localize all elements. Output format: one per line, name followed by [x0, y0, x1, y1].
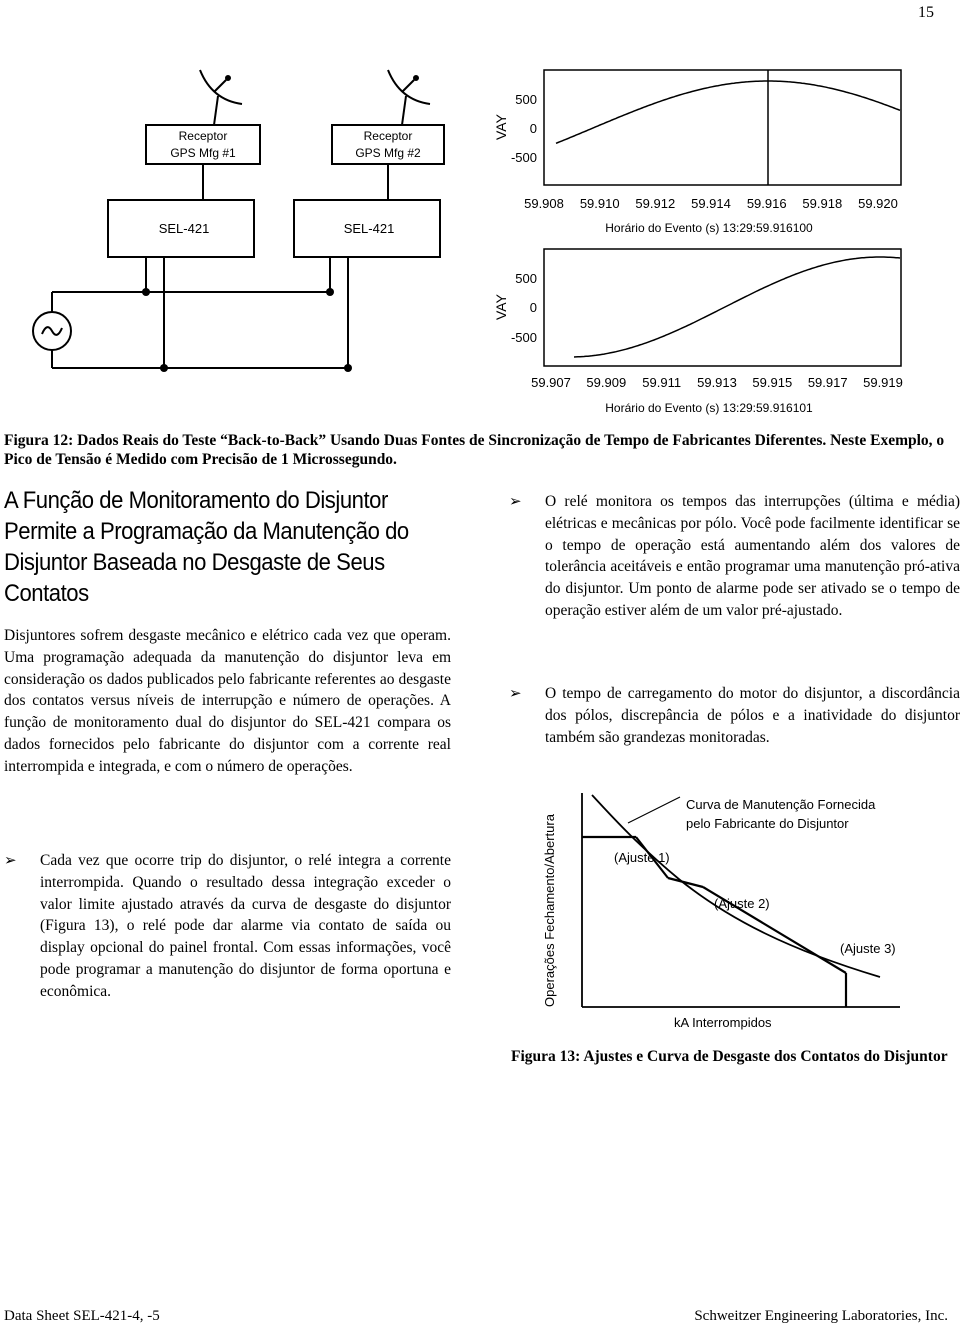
plot-top-xtick: 59.912: [635, 196, 676, 211]
plot-top-xticks: [524, 196, 898, 211]
body-paragraph: Disjuntores sofrem desgaste mecânico e elétrico cada vez que operam. Uma programação adequada da manutenção do disjuntor leva em consideração os dados publicados pelo fabricante referentes ao desgaste dos contatos versus níveis de interrupção e número de operações. A função de monitoramento dual do disjuntor do SEL-421 compara os dados fornecidos pelo fabricante do disjuntor com a corrente real interrompida e integrada, e com o número de operações.: [4, 627, 451, 775]
wiring: [33, 257, 348, 368]
figure-13-caption: Figura 13: Ajustes e Curva de Desgaste dos Contatos do Disjuntor: [511, 1048, 948, 1065]
plot-top-ytick: 0: [529, 121, 537, 136]
plot-bottom-ytick: 0: [529, 300, 537, 315]
plot-top-xlabel: Horário do Evento (s) 13:29:59.916100: [605, 221, 813, 235]
plot-bottom-xtick: 59.915: [752, 375, 793, 390]
plot-bottom-xlabel: Horário do Evento (s) 13:29:59.916101: [605, 401, 813, 415]
figure-13: [520, 785, 940, 1040]
receiver-label-2: [355, 129, 421, 160]
plot-bottom-xtick: 59.907: [531, 375, 571, 390]
bullet-arrow-icon: ➢: [4, 851, 17, 869]
plot-bottom-ytick: -500: [510, 330, 537, 345]
receiver-label-1: [170, 129, 236, 160]
plot-top: [493, 70, 901, 235]
gps-antenna-icon: [388, 70, 430, 125]
plot-bottom-xtick: 59.913: [697, 375, 737, 390]
receiver-1-line-1: Receptor: [178, 129, 228, 143]
figure-13-ylabel: Operações Fechamento/Abertura: [542, 814, 557, 1007]
plot-top-ytick: 500: [515, 92, 537, 107]
plot-top-xtick: 59.910: [579, 196, 620, 211]
plot-bottom-ylabel: VAY: [493, 294, 509, 320]
receiver-2-line-1: Receptor: [363, 129, 413, 143]
footer-left: Data Sheet SEL-421-4, -5: [4, 1308, 160, 1324]
plot-bottom-xtick: 59.911: [642, 375, 682, 390]
plot-top-xtick: 59.918: [802, 196, 843, 211]
bullet-item: [4, 850, 451, 1003]
receiver-1-line-2: GPS Mfg #1: [170, 146, 236, 160]
curve-label-line-1: Curva de Manutenção Fornecida: [686, 797, 876, 812]
figure-12-caption: Figura 12: Dados Reais do Teste “Back-to-Back” Usando Duas Fontes de Sincronização de Tempo de Fabricantes Diferentes. Neste Exemplo, o Pico de Tensão é Medido com Precisão de 1 Microssegundo.: [4, 432, 945, 468]
relay-label-1: SEL-421: [158, 221, 210, 236]
bullet-item: [509, 683, 960, 748]
footer-right: Schweitzer Engineering Laboratories, Inc.: [694, 1308, 948, 1324]
gps-antenna-icon: [200, 70, 242, 125]
bullet-item: [509, 491, 960, 622]
relay-label-2: SEL-421: [343, 221, 395, 236]
plot-top-ylabel: VAY: [493, 114, 509, 140]
setting-label-2: (Ajuste 2): [714, 896, 770, 911]
curve-label: [686, 797, 876, 831]
plot-bottom-ytick: 500: [515, 271, 537, 286]
bullet-arrow-icon: ➢: [509, 492, 522, 510]
bullet-text: O tempo de carregamento do motor do disjuntor, a discordância dos pólos, discrepância de pólos e a inatividade do disjuntor também são grandezas monitoradas.: [545, 685, 960, 746]
plot-bottom: [493, 249, 903, 415]
bullet-arrow-icon: ➢: [509, 684, 522, 702]
setting-label-3: (Ajuste 3): [840, 941, 896, 956]
plot-bottom-xtick: 59.917: [807, 375, 848, 390]
page-number: 15: [918, 4, 934, 21]
plot-bottom-xtick: 59.919: [863, 375, 903, 390]
setting-label-1: (Ajuste 1): [614, 850, 670, 865]
figure-13-xlabel: kA Interrompidos: [674, 1015, 772, 1030]
plot-top-ytick: -500: [510, 150, 537, 165]
plot-top-xtick: 59.920: [858, 196, 898, 211]
plot-top-xtick: 59.908: [524, 196, 564, 211]
plot-top-xtick: 59.914: [691, 196, 731, 211]
plot-bottom-waveform: [574, 257, 900, 357]
plot-top-waveform: [556, 81, 900, 143]
bullet-text: O relé monitora os tempos das interrupções (última e média) elétricas e mecânicas por pólo. Você pode facilmente identificar se o tempo de operação está aumentando além dos valores de tolerância aceitáveis e então programar uma manutenção pró-ativa do disjuntor. Um ponto de alarme pode ser ativado se o tempo de operação estiver além de um valor pré-ajustado.: [545, 493, 960, 619]
plot-top-xtick: 59.916: [746, 196, 787, 211]
section-heading: A Função de Monitoramento do Disjuntor Permite a Programação da Manutenção do Disjuntor Baseada no Desgaste de Seus Contatos: [4, 487, 409, 607]
curve-label-line-2: pelo Fabricante do Disjuntor: [686, 816, 849, 831]
receiver-2-line-2: GPS Mfg #2: [355, 146, 421, 160]
figure-12: [0, 0, 960, 425]
bullet-text: Cada vez que ocorre trip do disjuntor, o relé integra a corrente interrompida. Quando o resultado dessa integração exceder o valor limite ajustado através da curva de desgaste do disjuntor (Figura 13), o relé pode dar alarme via contato de saída ou display opcional do painel frontal. Com essas informações, você pode programar a manutenção do disjuntor de forma oportuna e econômica.: [40, 852, 451, 1000]
plot-bottom-xticks: [531, 375, 903, 390]
plot-bottom-xtick: 59.909: [586, 375, 627, 390]
